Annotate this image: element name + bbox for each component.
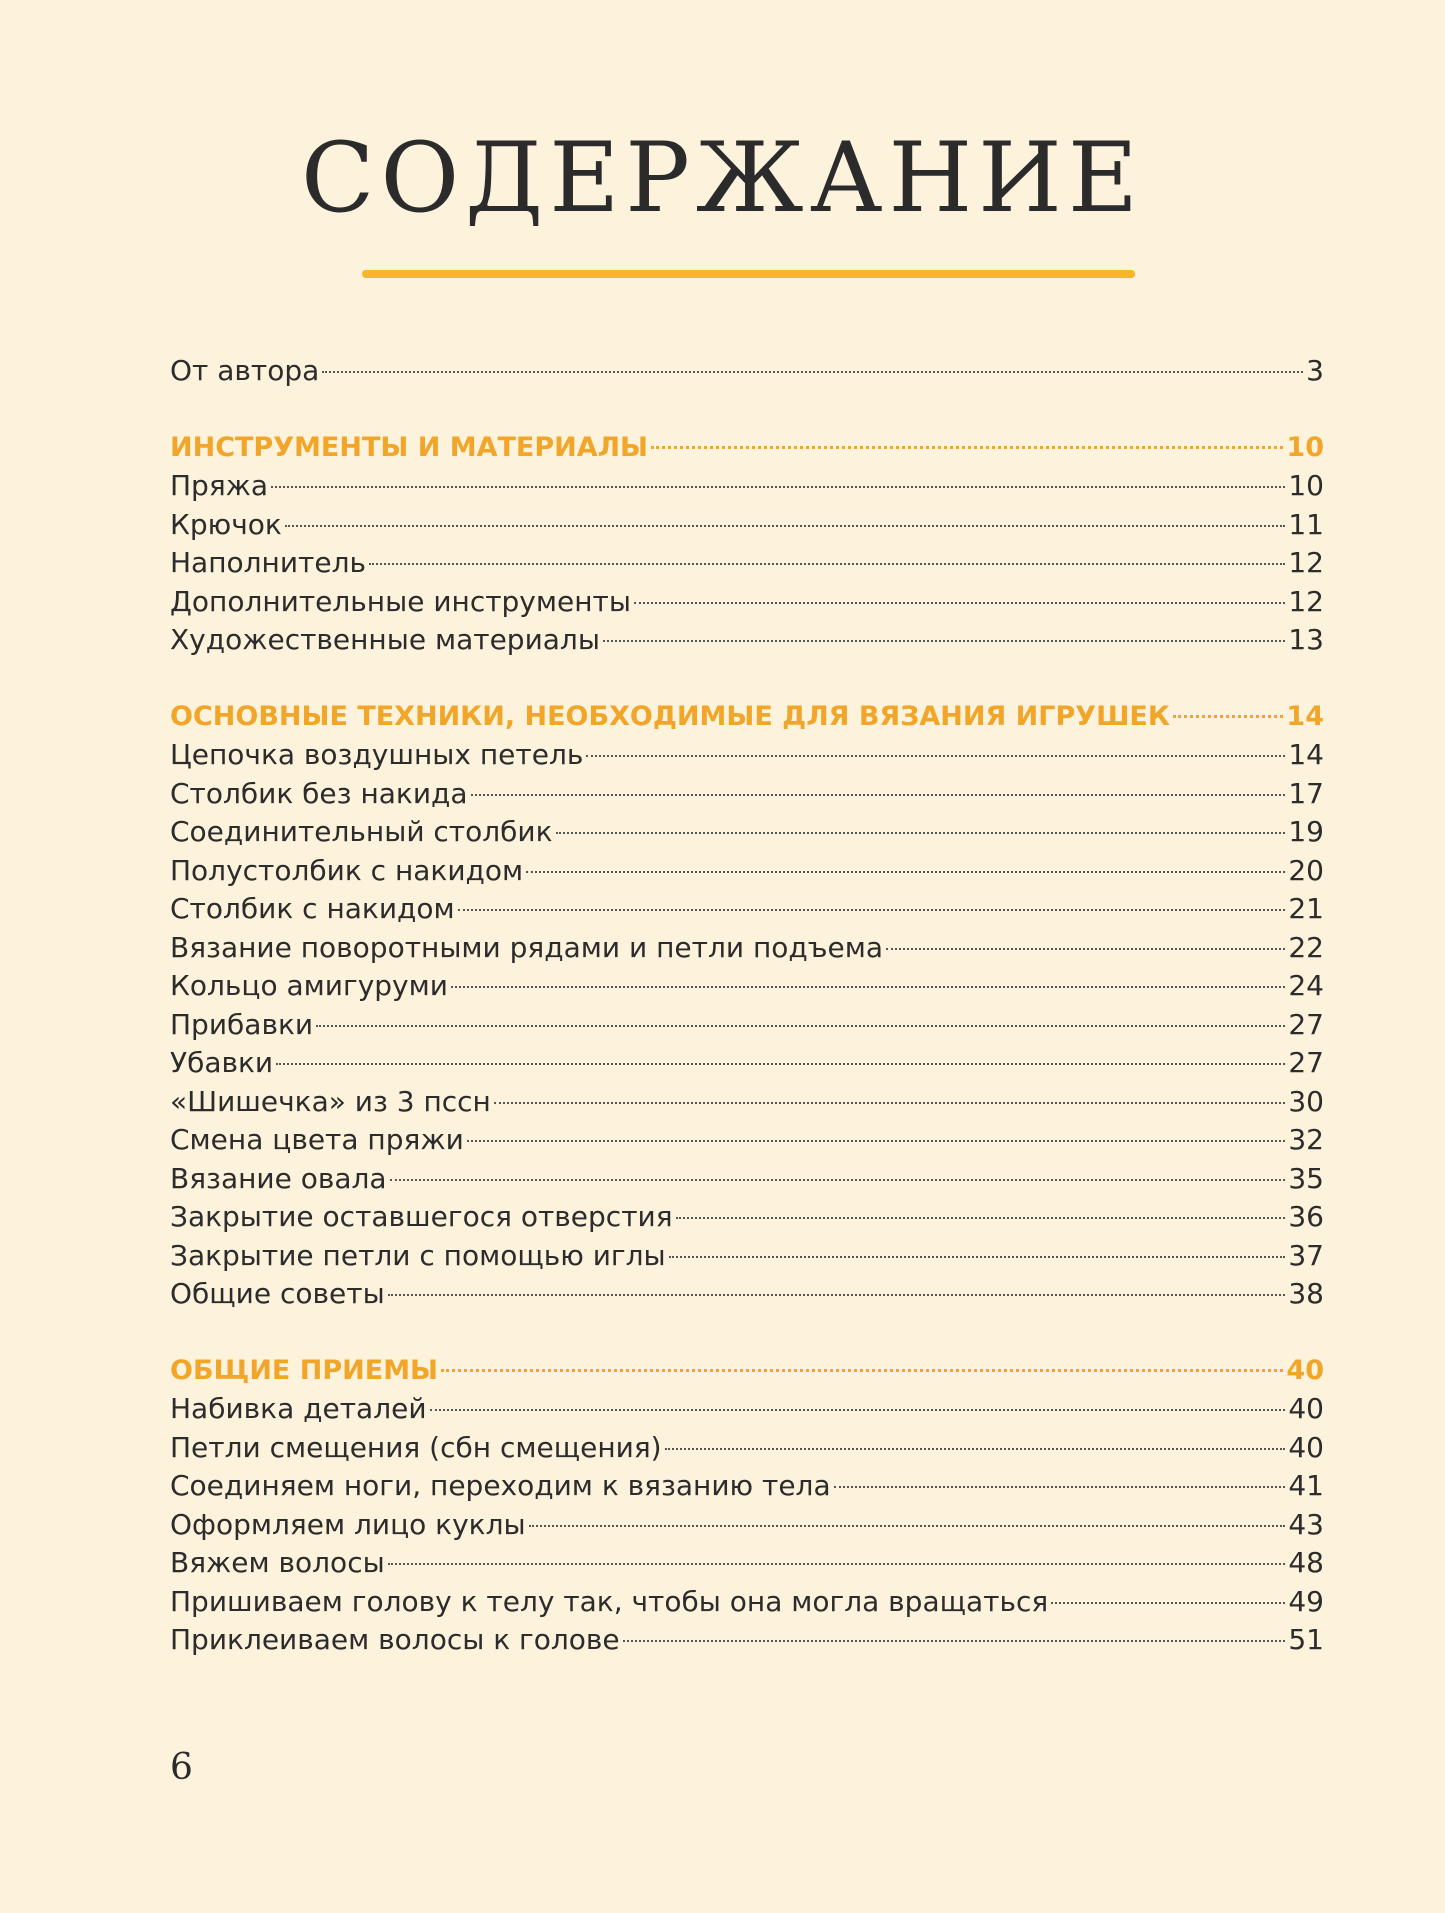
table-of-contents (170, 352, 1324, 1660)
toc-entry-page: 14 (1288, 738, 1324, 771)
toc-entry-page: 17 (1288, 776, 1324, 810)
dot-leader (458, 909, 1286, 911)
dot-leader (623, 1640, 1286, 1642)
toc-entry-page: 27 (1288, 1046, 1324, 1079)
toc-entry[interactable] (170, 775, 1324, 814)
toc-entry-page: 37 (1288, 1238, 1324, 1272)
toc-entry-label: От автора (170, 354, 320, 387)
spacer (170, 660, 1324, 698)
section-page: 40 (1286, 1354, 1324, 1386)
toc-entry-label: Оформляем лицо куклы (170, 1507, 526, 1541)
dot-leader (316, 1025, 1285, 1027)
toc-entry[interactable] (170, 1544, 1324, 1583)
toc-entry-page: 43 (1288, 1507, 1324, 1541)
toc-entry-label: Убавки (170, 1046, 274, 1079)
toc-entry-label: Приклеиваем волосы к голове (170, 1623, 620, 1656)
toc-entry[interactable] (170, 1121, 1324, 1160)
toc-entry-page: 32 (1288, 1123, 1324, 1156)
toc-entry-page: 30 (1288, 1084, 1324, 1118)
toc-entry-label: Наполнитель (170, 546, 366, 579)
toc-entry-page: 40 (1288, 1430, 1324, 1464)
section-title: ОСНОВНЫЕ ТЕХНИКИ, НЕОБХОДИМЫЕ ДЛЯ ВЯЗАНИЯ ИГРУШЕК (170, 700, 1170, 732)
dot-leader (467, 1140, 1286, 1142)
toc-entry[interactable] (170, 890, 1324, 929)
toc-entry-intro[interactable] (170, 352, 1324, 391)
dot-leader (441, 1369, 1283, 1372)
page-number: 6 (170, 1747, 193, 1788)
toc-section-heading[interactable] (170, 1352, 1324, 1391)
toc-entry-label: Вязание поворотными рядами и петли подъема (170, 930, 884, 964)
toc-entry[interactable] (170, 1275, 1324, 1314)
toc-entry-label: «Шишечка» из 3 пссн (170, 1084, 491, 1118)
toc-entry-page: 22 (1288, 930, 1324, 964)
toc-entry-label: Закрытие петли с помощью иглы (170, 1238, 666, 1272)
toc-entry-label: Столбик без накида (170, 776, 468, 810)
dot-leader (276, 1063, 1285, 1065)
dot-leader (651, 446, 1283, 449)
dot-leader (494, 1102, 1285, 1104)
toc-entry-page: 36 (1288, 1200, 1324, 1233)
dot-leader (1173, 715, 1283, 718)
dot-leader (451, 986, 1285, 988)
toc-section-heading[interactable] (170, 429, 1324, 468)
toc-entry[interactable] (170, 1237, 1324, 1276)
toc-entry-page: 38 (1288, 1277, 1324, 1310)
toc-entry-page: 3 (1306, 354, 1324, 387)
toc-entry-label: Вязание овала (170, 1161, 387, 1195)
toc-entry-label: Смена цвета пряжи (170, 1123, 464, 1156)
toc-entry-label: Кольцо амигуруми (170, 969, 448, 1002)
toc-entry-label: Крючок (170, 507, 282, 541)
toc-entry[interactable] (170, 583, 1324, 622)
toc-entry[interactable] (170, 1621, 1324, 1660)
spacer (170, 1314, 1324, 1352)
section-title: ОБЩИЕ ПРИЕМЫ (170, 1354, 439, 1386)
toc-entry-page: 20 (1288, 853, 1324, 887)
dot-leader (369, 563, 1285, 565)
toc-entry-page: 12 (1288, 546, 1324, 579)
toc-entry[interactable] (170, 1006, 1324, 1045)
toc-entry[interactable] (170, 1467, 1324, 1506)
toc-entry[interactable] (170, 621, 1324, 660)
page-title: СОДЕРЖАНИЕ (301, 122, 1144, 234)
toc-entry[interactable] (170, 1160, 1324, 1199)
toc-entry[interactable] (170, 813, 1324, 852)
toc-entry-page: 51 (1288, 1623, 1324, 1656)
dot-leader (388, 1294, 1286, 1296)
dot-leader (634, 602, 1285, 604)
toc-entry-page: 24 (1288, 969, 1324, 1002)
dot-leader (603, 640, 1285, 642)
toc-entry[interactable] (170, 1390, 1324, 1429)
dot-leader (886, 948, 1285, 950)
toc-entry-label: Набивка деталей (170, 1392, 427, 1425)
section-title: ИНСТРУМЕНТЫ И МАТЕРИАЛЫ (170, 431, 649, 463)
toc-entry[interactable] (170, 967, 1324, 1006)
toc-entry[interactable] (170, 1506, 1324, 1545)
toc-entry-page: 27 (1288, 1007, 1324, 1041)
dot-leader (556, 832, 1286, 834)
toc-entry[interactable] (170, 1429, 1324, 1468)
toc-entry-label: Пряжа (170, 469, 269, 502)
toc-entry[interactable] (170, 544, 1324, 583)
section-page: 10 (1286, 431, 1324, 463)
toc-section-heading[interactable] (170, 698, 1324, 737)
dot-leader (1051, 1602, 1285, 1604)
dot-leader (430, 1409, 1286, 1411)
dot-leader (285, 525, 1286, 527)
toc-entry-page: 40 (1288, 1392, 1324, 1425)
toc-entry-page: 12 (1288, 584, 1324, 618)
toc-entry-page: 11 (1288, 507, 1324, 541)
title-underline (362, 270, 1135, 278)
toc-entry-label: Цепочка воздушных петель (170, 738, 584, 771)
toc-entry-label: Закрытие оставшегося отверстия (170, 1200, 673, 1233)
dot-leader (586, 755, 1285, 757)
dot-leader (390, 1179, 1286, 1181)
toc-entry-page: 35 (1288, 1161, 1324, 1195)
toc-entry[interactable] (170, 467, 1324, 506)
toc-entry[interactable] (170, 736, 1324, 775)
toc-entry[interactable] (170, 1583, 1324, 1622)
section-page: 14 (1286, 700, 1324, 732)
dot-leader (388, 1563, 1286, 1565)
toc-entry-label: Вяжем волосы (170, 1546, 385, 1579)
toc-entry[interactable] (170, 1198, 1324, 1237)
toc-entry-page: 48 (1288, 1546, 1324, 1579)
toc-entry[interactable] (170, 852, 1324, 891)
dot-leader (834, 1486, 1286, 1488)
spacer (170, 391, 1324, 429)
toc-entry-page: 41 (1288, 1469, 1324, 1502)
toc-entry[interactable] (170, 1083, 1324, 1122)
toc-entry-label: Пришиваем голову к телу так, чтобы она могла вращаться (170, 1584, 1049, 1618)
toc-entry-label: Полустолбик с накидом (170, 853, 524, 887)
dot-leader (665, 1448, 1286, 1450)
toc-entry-page: 21 (1288, 892, 1324, 925)
toc-entry-page: 49 (1288, 1584, 1324, 1618)
toc-entry-page: 10 (1288, 469, 1324, 502)
toc-entry-label: Петли смещения (сбн смещения) (170, 1430, 662, 1464)
toc-entry-label: Дополнительные инструменты (170, 584, 631, 618)
dot-leader (529, 1525, 1286, 1527)
toc-entry-page: 19 (1288, 815, 1324, 848)
toc-entry[interactable] (170, 1044, 1324, 1083)
dot-leader (676, 1217, 1286, 1219)
dot-leader (471, 794, 1286, 796)
toc-entry-label: Соединяем ноги, переходим к вязанию тела (170, 1469, 831, 1502)
dot-leader (271, 486, 1285, 488)
toc-entry-label: Соединительный столбик (170, 815, 553, 848)
toc-entry-label: Художественные материалы (170, 623, 600, 656)
toc-entry-label: Общие советы (170, 1277, 385, 1310)
toc-entry[interactable] (170, 506, 1324, 545)
dot-leader (322, 371, 1303, 373)
toc-entry-label: Прибавки (170, 1007, 314, 1041)
toc-entry-page: 13 (1288, 623, 1324, 656)
dot-leader (526, 871, 1285, 873)
dot-leader (669, 1256, 1286, 1258)
toc-entry-label: Столбик с накидом (170, 892, 455, 925)
toc-entry[interactable] (170, 929, 1324, 968)
